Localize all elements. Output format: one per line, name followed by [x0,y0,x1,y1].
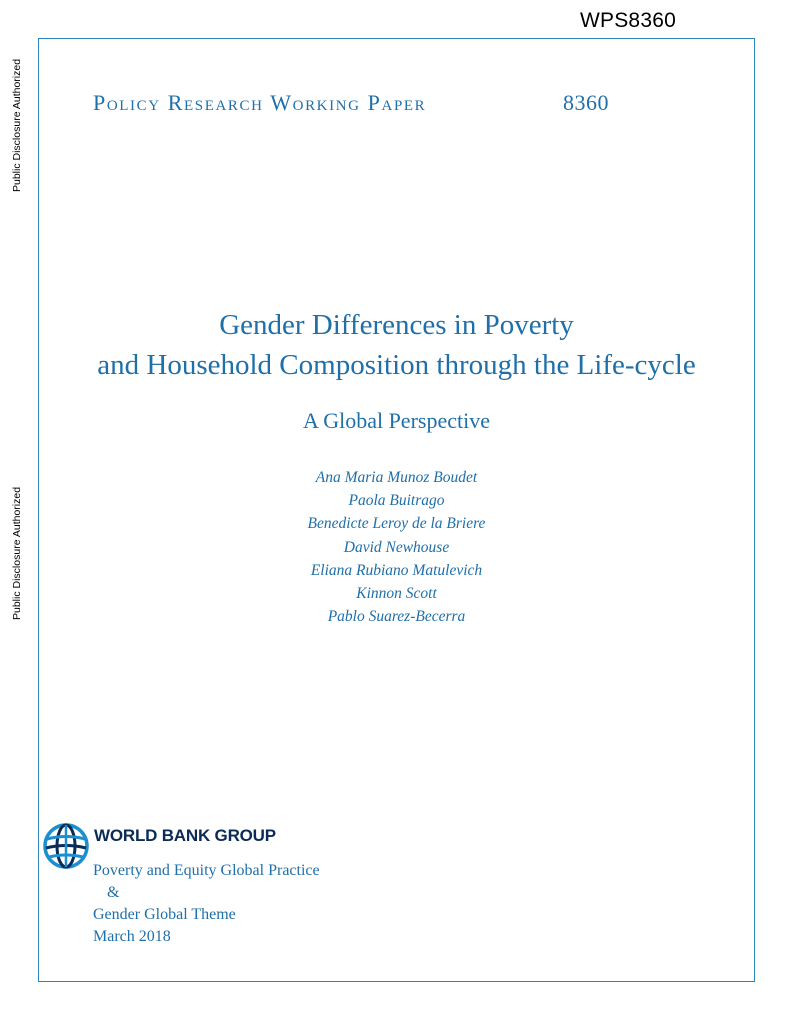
disclosure-label-top: Public Disclosure Authorized [11,58,23,192]
author-name: David Newhouse [343,538,450,556]
author-name: Eliana Rubiano Matulevich [310,561,483,579]
paper-subtitle: A Global Perspective [303,408,490,433]
practice-line: Poverty and Equity Global Practice [93,862,320,879]
author-name: Pablo Suarez-Becerra [327,608,466,626]
author-name: Kinnon Scott [356,585,437,603]
document-id: WPS8360 [580,9,676,32]
author-name: Paola Buitrago [348,492,445,510]
organization-name: WORLD BANK GROUP [94,826,276,845]
globe-logo-icon [42,822,90,870]
theme-line: Gender Global Theme [93,906,236,923]
author-list [38,466,755,628]
author-name: Benedicte Leroy de la Briere [307,515,486,533]
series-title: Policy Research Working Paper [93,90,427,115]
paper-title [38,305,755,385]
paper-number: 8360 [563,90,609,115]
publication-footer [93,860,320,948]
publication-date: March 2018 [93,928,171,945]
disclosure-label-middle: Public Disclosure Authorized [11,486,23,620]
title-line-2: and Household Composition through the Life-cycle [97,349,696,381]
author-name: Ana Maria Munoz Boudet [315,469,478,486]
title-line-1: Gender Differences in Poverty [219,309,574,341]
ampersand-line: & [107,884,120,901]
